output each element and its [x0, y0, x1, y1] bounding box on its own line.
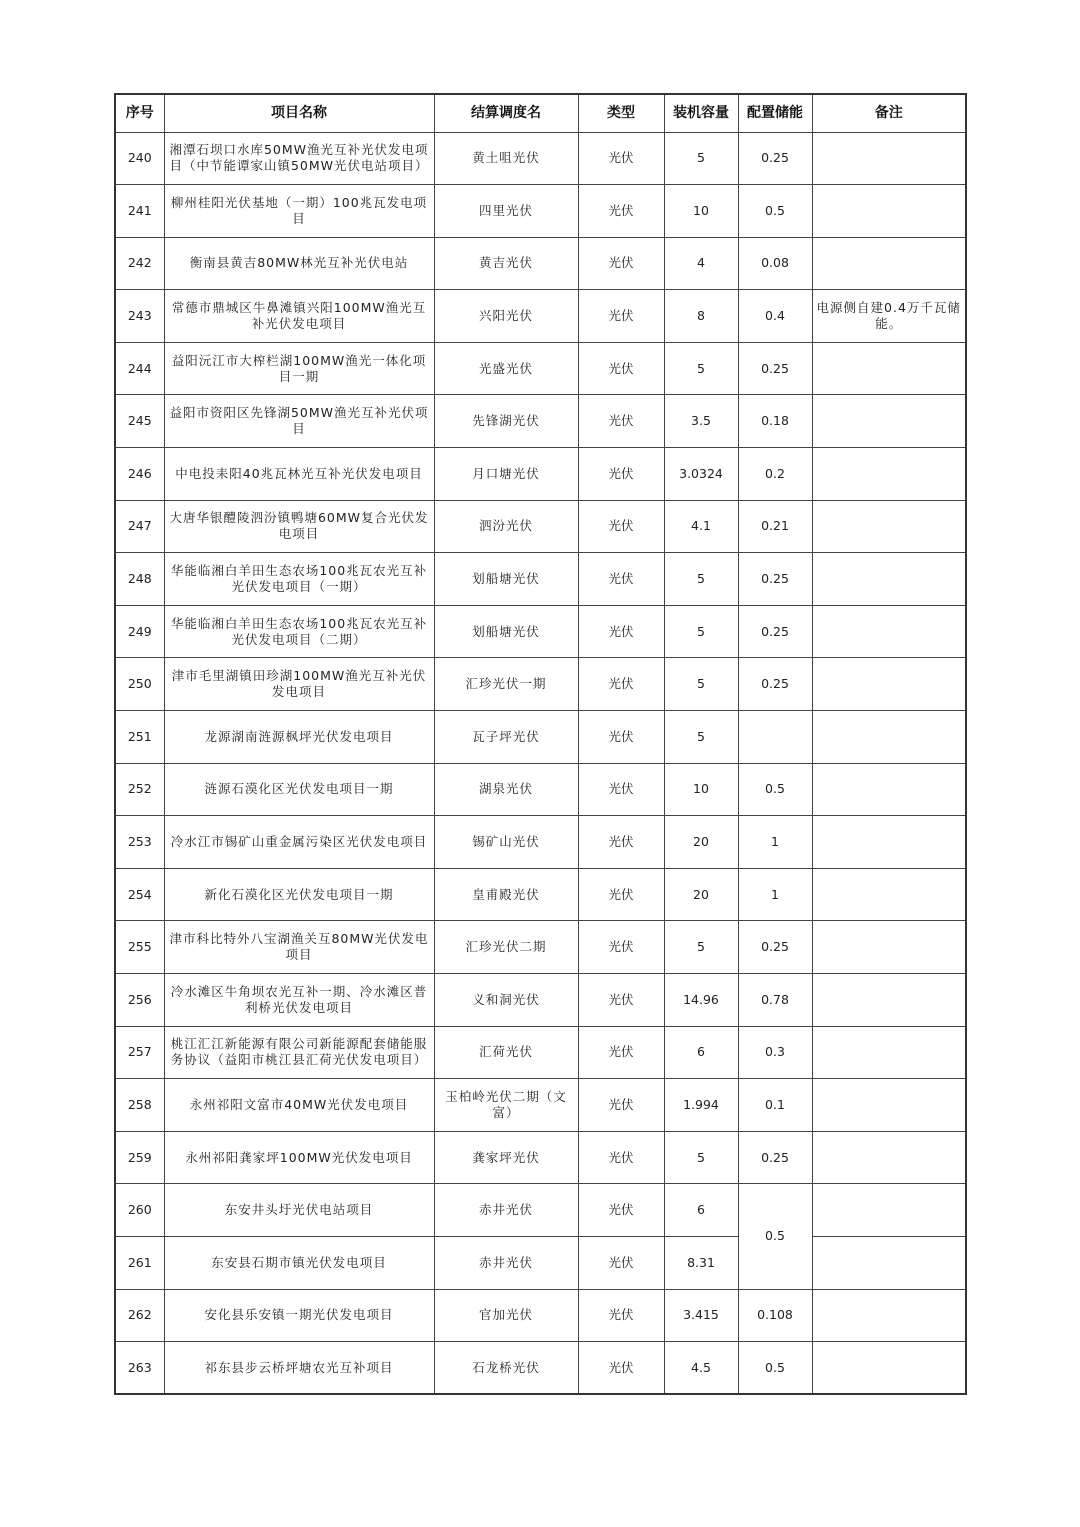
table-row [115, 185, 966, 238]
row-number-cell: 253 [115, 816, 164, 869]
storage-config-cell: 0.2 [738, 448, 812, 501]
project-type-cell: 光伏 [578, 1079, 664, 1132]
project-type-cell: 光伏 [578, 290, 664, 343]
project-type-cell: 光伏 [578, 185, 664, 238]
storage-config-cell: 0.5 [738, 185, 812, 238]
installed-capacity-cell: 5 [664, 921, 738, 974]
row-number-cell: 243 [115, 290, 164, 343]
storage-config-cell: 0.4 [738, 290, 812, 343]
project-type-cell: 光伏 [578, 1184, 664, 1237]
remark-cell [812, 921, 966, 974]
project-name-cell: 津市毛里湖镇田珍湖100MW渔光互补光伏发电项目 [164, 658, 434, 711]
storage-config-cell: 0.1 [738, 1079, 812, 1132]
row-number-cell: 257 [115, 1026, 164, 1079]
row-number-cell: 260 [115, 1184, 164, 1237]
project-name-cell: 柳州桂阳光伏基地（一期）100兆瓦发电项目 [164, 185, 434, 238]
dispatch-name-cell: 黄土咀光伏 [434, 132, 578, 185]
header-note: 备注 [812, 94, 966, 132]
table-row [115, 132, 966, 185]
project-type-cell: 光伏 [578, 342, 664, 395]
storage-config-cell: 0.21 [738, 500, 812, 553]
dispatch-name-cell: 锡矿山光伏 [434, 816, 578, 869]
project-name-cell: 中电投耒阳40兆瓦林光互补光伏发电项目 [164, 448, 434, 501]
row-number-cell: 261 [115, 1236, 164, 1289]
remark-cell [812, 1236, 966, 1289]
installed-capacity-cell: 5 [664, 711, 738, 764]
table-row [115, 711, 966, 764]
dispatch-name-cell: 月口塘光伏 [434, 448, 578, 501]
dispatch-name-cell: 龚家坪光伏 [434, 1131, 578, 1184]
dispatch-name-cell: 汇荷光伏 [434, 1026, 578, 1079]
project-type-cell: 光伏 [578, 1342, 664, 1395]
project-name-cell: 永州祁阳龚家坪100MW光伏发电项目 [164, 1131, 434, 1184]
dispatch-name-cell: 先锋湖光伏 [434, 395, 578, 448]
remark-cell [812, 1342, 966, 1395]
installed-capacity-cell: 10 [664, 763, 738, 816]
storage-config-cell: 0.5 [738, 763, 812, 816]
dispatch-name-cell: 瓦子坪光伏 [434, 711, 578, 764]
storage-config-cell: 1 [738, 816, 812, 869]
table-row [115, 1184, 966, 1237]
dispatch-name-cell: 义和洞光伏 [434, 974, 578, 1027]
project-type-cell: 光伏 [578, 974, 664, 1027]
project-type-cell: 光伏 [578, 816, 664, 869]
remark-cell [812, 237, 966, 290]
row-number-cell: 251 [115, 711, 164, 764]
installed-capacity-cell: 20 [664, 868, 738, 921]
table-row [115, 868, 966, 921]
installed-capacity-cell: 6 [664, 1026, 738, 1079]
table-header-row [115, 94, 966, 132]
remark-cell [812, 500, 966, 553]
project-type-cell: 光伏 [578, 605, 664, 658]
project-name-cell: 大唐华银醴陵泗汾镇鸭塘60MW复合光伏发电项目 [164, 500, 434, 553]
table-row [115, 1342, 966, 1395]
dispatch-name-cell: 赤井光伏 [434, 1184, 578, 1237]
installed-capacity-cell: 5 [664, 553, 738, 606]
dispatch-name-cell: 划船塘光伏 [434, 605, 578, 658]
table-row [115, 658, 966, 711]
remark-cell [812, 132, 966, 185]
remark-cell [812, 816, 966, 869]
dispatch-name-cell: 官加光伏 [434, 1289, 578, 1342]
dispatch-name-cell: 湖泉光伏 [434, 763, 578, 816]
header-capacity: 装机容量 [664, 94, 738, 132]
remark-cell: 电源侧自建0.4万千瓦储能。 [812, 290, 966, 343]
dispatch-name-cell: 汇珍光伏二期 [434, 921, 578, 974]
table-row [115, 921, 966, 974]
storage-config-cell: 0.108 [738, 1289, 812, 1342]
row-number-cell: 242 [115, 237, 164, 290]
remark-cell [812, 974, 966, 1027]
storage-config-cell: 0.25 [738, 132, 812, 185]
row-number-cell: 262 [115, 1289, 164, 1342]
row-number-cell: 255 [115, 921, 164, 974]
installed-capacity-cell: 6 [664, 1184, 738, 1237]
storage-config-cell: 0.25 [738, 342, 812, 395]
project-name-cell: 东安县石期市镇光伏发电项目 [164, 1236, 434, 1289]
remark-cell [812, 658, 966, 711]
storage-config-cell: 1 [738, 868, 812, 921]
project-name-cell: 安化县乐安镇一期光伏发电项目 [164, 1289, 434, 1342]
project-type-cell: 光伏 [578, 868, 664, 921]
storage-config-cell: 0.08 [738, 237, 812, 290]
header-no: 序号 [115, 94, 164, 132]
table-row [115, 395, 966, 448]
project-name-cell: 东安井头圩光伏电站项目 [164, 1184, 434, 1237]
remark-cell [812, 342, 966, 395]
storage-config-cell: 0.25 [738, 1131, 812, 1184]
installed-capacity-cell: 3.0324 [664, 448, 738, 501]
table-row [115, 553, 966, 606]
installed-capacity-cell: 4.1 [664, 500, 738, 553]
installed-capacity-cell: 3.415 [664, 1289, 738, 1342]
dispatch-name-cell: 光盛光伏 [434, 342, 578, 395]
row-number-cell: 252 [115, 763, 164, 816]
storage-config-cell: 0.25 [738, 605, 812, 658]
project-type-cell: 光伏 [578, 500, 664, 553]
installed-capacity-cell: 8 [664, 290, 738, 343]
row-number-cell: 256 [115, 974, 164, 1027]
table-row [115, 290, 966, 343]
table-row [115, 605, 966, 658]
project-type-cell: 光伏 [578, 763, 664, 816]
remark-cell [812, 395, 966, 448]
row-number-cell: 258 [115, 1079, 164, 1132]
remark-cell [812, 553, 966, 606]
project-type-cell: 光伏 [578, 921, 664, 974]
header-type: 类型 [578, 94, 664, 132]
table-body [115, 132, 966, 1394]
remark-cell [812, 185, 966, 238]
header-dispatch-name: 结算调度名 [434, 94, 578, 132]
table-row [115, 448, 966, 501]
storage-config-cell: 0.3 [738, 1026, 812, 1079]
row-number-cell: 250 [115, 658, 164, 711]
project-name-cell: 冷水滩区牛角坝农光互补一期、冷水滩区普利桥光伏发电项目 [164, 974, 434, 1027]
dispatch-name-cell: 泗汾光伏 [434, 500, 578, 553]
dispatch-name-cell: 黄吉光伏 [434, 237, 578, 290]
dispatch-name-cell: 石龙桥光伏 [434, 1342, 578, 1395]
table-row [115, 500, 966, 553]
installed-capacity-cell: 5 [664, 1131, 738, 1184]
project-name-cell: 津市科比特外八宝湖渔关互80MW光伏发电项目 [164, 921, 434, 974]
dispatch-name-cell: 四里光伏 [434, 185, 578, 238]
project-type-cell: 光伏 [578, 237, 664, 290]
remark-cell [812, 1289, 966, 1342]
project-name-cell: 衡南县黄吉80MW林光互补光伏电站 [164, 237, 434, 290]
row-number-cell: 248 [115, 553, 164, 606]
project-type-cell: 光伏 [578, 132, 664, 185]
storage-config-cell: 0.18 [738, 395, 812, 448]
installed-capacity-cell: 10 [664, 185, 738, 238]
remark-cell [812, 448, 966, 501]
project-type-cell: 光伏 [578, 1026, 664, 1079]
row-number-cell: 246 [115, 448, 164, 501]
remark-cell [812, 1131, 966, 1184]
installed-capacity-cell: 5 [664, 132, 738, 185]
row-number-cell: 249 [115, 605, 164, 658]
installed-capacity-cell: 5 [664, 658, 738, 711]
project-name-cell: 新化石漠化区光伏发电项目一期 [164, 868, 434, 921]
project-name-cell: 涟源石漠化区光伏发电项目一期 [164, 763, 434, 816]
dispatch-name-cell: 汇珍光伏一期 [434, 658, 578, 711]
dispatch-name-cell: 赤井光伏 [434, 1236, 578, 1289]
project-name-cell: 永州祁阳文富市40MW光伏发电项目 [164, 1079, 434, 1132]
table-row [115, 1289, 966, 1342]
installed-capacity-cell: 20 [664, 816, 738, 869]
dispatch-name-cell: 划船塘光伏 [434, 553, 578, 606]
header-storage: 配置储能 [738, 94, 812, 132]
storage-config-cell: 0.25 [738, 553, 812, 606]
installed-capacity-cell: 5 [664, 342, 738, 395]
remark-cell [812, 1184, 966, 1237]
table-row [115, 974, 966, 1027]
project-name-cell: 华能临湘白羊田生态农场100兆瓦农光互补光伏发电项目（一期） [164, 553, 434, 606]
installed-capacity-cell: 3.5 [664, 395, 738, 448]
row-number-cell: 241 [115, 185, 164, 238]
table-row [115, 1131, 966, 1184]
storage-config-cell: 0.5 [738, 1342, 812, 1395]
row-number-cell: 247 [115, 500, 164, 553]
row-number-cell: 244 [115, 342, 164, 395]
remark-cell [812, 1026, 966, 1079]
project-type-cell: 光伏 [578, 448, 664, 501]
remark-cell [812, 1079, 966, 1132]
project-name-cell: 祁东县步云桥坪塘农光互补项目 [164, 1342, 434, 1395]
project-type-cell: 光伏 [578, 553, 664, 606]
dispatch-name-cell: 皇甫殿光伏 [434, 868, 578, 921]
table-row [115, 816, 966, 869]
project-name-cell: 桃江汇江新能源有限公司新能源配套储能服务协议（益阳市桃江县汇荷光伏发电项目） [164, 1026, 434, 1079]
storage-config-cell: 0.78 [738, 974, 812, 1027]
installed-capacity-cell: 1.994 [664, 1079, 738, 1132]
dispatch-name-cell: 兴阳光伏 [434, 290, 578, 343]
installed-capacity-cell: 4.5 [664, 1342, 738, 1395]
project-type-cell: 光伏 [578, 1289, 664, 1342]
project-type-cell: 光伏 [578, 1131, 664, 1184]
table-row [115, 237, 966, 290]
project-name-cell: 益阳市资阳区先锋湖50MW渔光互补光伏项目 [164, 395, 434, 448]
table-row [115, 1236, 966, 1289]
project-name-cell: 冷水江市锡矿山重金属污染区光伏发电项目 [164, 816, 434, 869]
remark-cell [812, 711, 966, 764]
project-type-cell: 光伏 [578, 711, 664, 764]
installed-capacity-cell: 14.96 [664, 974, 738, 1027]
dispatch-name-cell: 玉柏岭光伏二期（文富） [434, 1079, 578, 1132]
row-number-cell: 263 [115, 1342, 164, 1395]
row-number-cell: 245 [115, 395, 164, 448]
storage-config-cell: 0.5 [738, 1184, 812, 1289]
installed-capacity-cell: 5 [664, 605, 738, 658]
storage-config-cell: 0.25 [738, 921, 812, 974]
storage-config-cell: 0.25 [738, 658, 812, 711]
row-number-cell: 254 [115, 868, 164, 921]
project-name-cell: 常德市鼎城区牛鼻滩镇兴阳100MW渔光互补光伏发电项目 [164, 290, 434, 343]
remark-cell [812, 605, 966, 658]
row-number-cell: 240 [115, 132, 164, 185]
installed-capacity-cell: 8.31 [664, 1236, 738, 1289]
table-row [115, 1026, 966, 1079]
project-name-cell: 湘潭石坝口水库50MW渔光互补光伏发电项目（中节能谭家山镇50MW光伏电站项目） [164, 132, 434, 185]
table-row [115, 1079, 966, 1132]
table-row [115, 342, 966, 395]
installed-capacity-cell: 4 [664, 237, 738, 290]
storage-config-cell [738, 711, 812, 764]
project-type-cell: 光伏 [578, 395, 664, 448]
table-row [115, 763, 966, 816]
project-name-cell: 龙源湖南涟源枫坪光伏发电项目 [164, 711, 434, 764]
row-number-cell: 259 [115, 1131, 164, 1184]
project-name-cell: 益阳沅江市大榨栏湖100MW渔光一体化项目一期 [164, 342, 434, 395]
remark-cell [812, 868, 966, 921]
project-type-cell: 光伏 [578, 1236, 664, 1289]
project-table [114, 93, 967, 1395]
header-project-name: 项目名称 [164, 94, 434, 132]
project-type-cell: 光伏 [578, 658, 664, 711]
remark-cell [812, 763, 966, 816]
project-name-cell: 华能临湘白羊田生态农场100兆瓦农光互补光伏发电项目（二期） [164, 605, 434, 658]
